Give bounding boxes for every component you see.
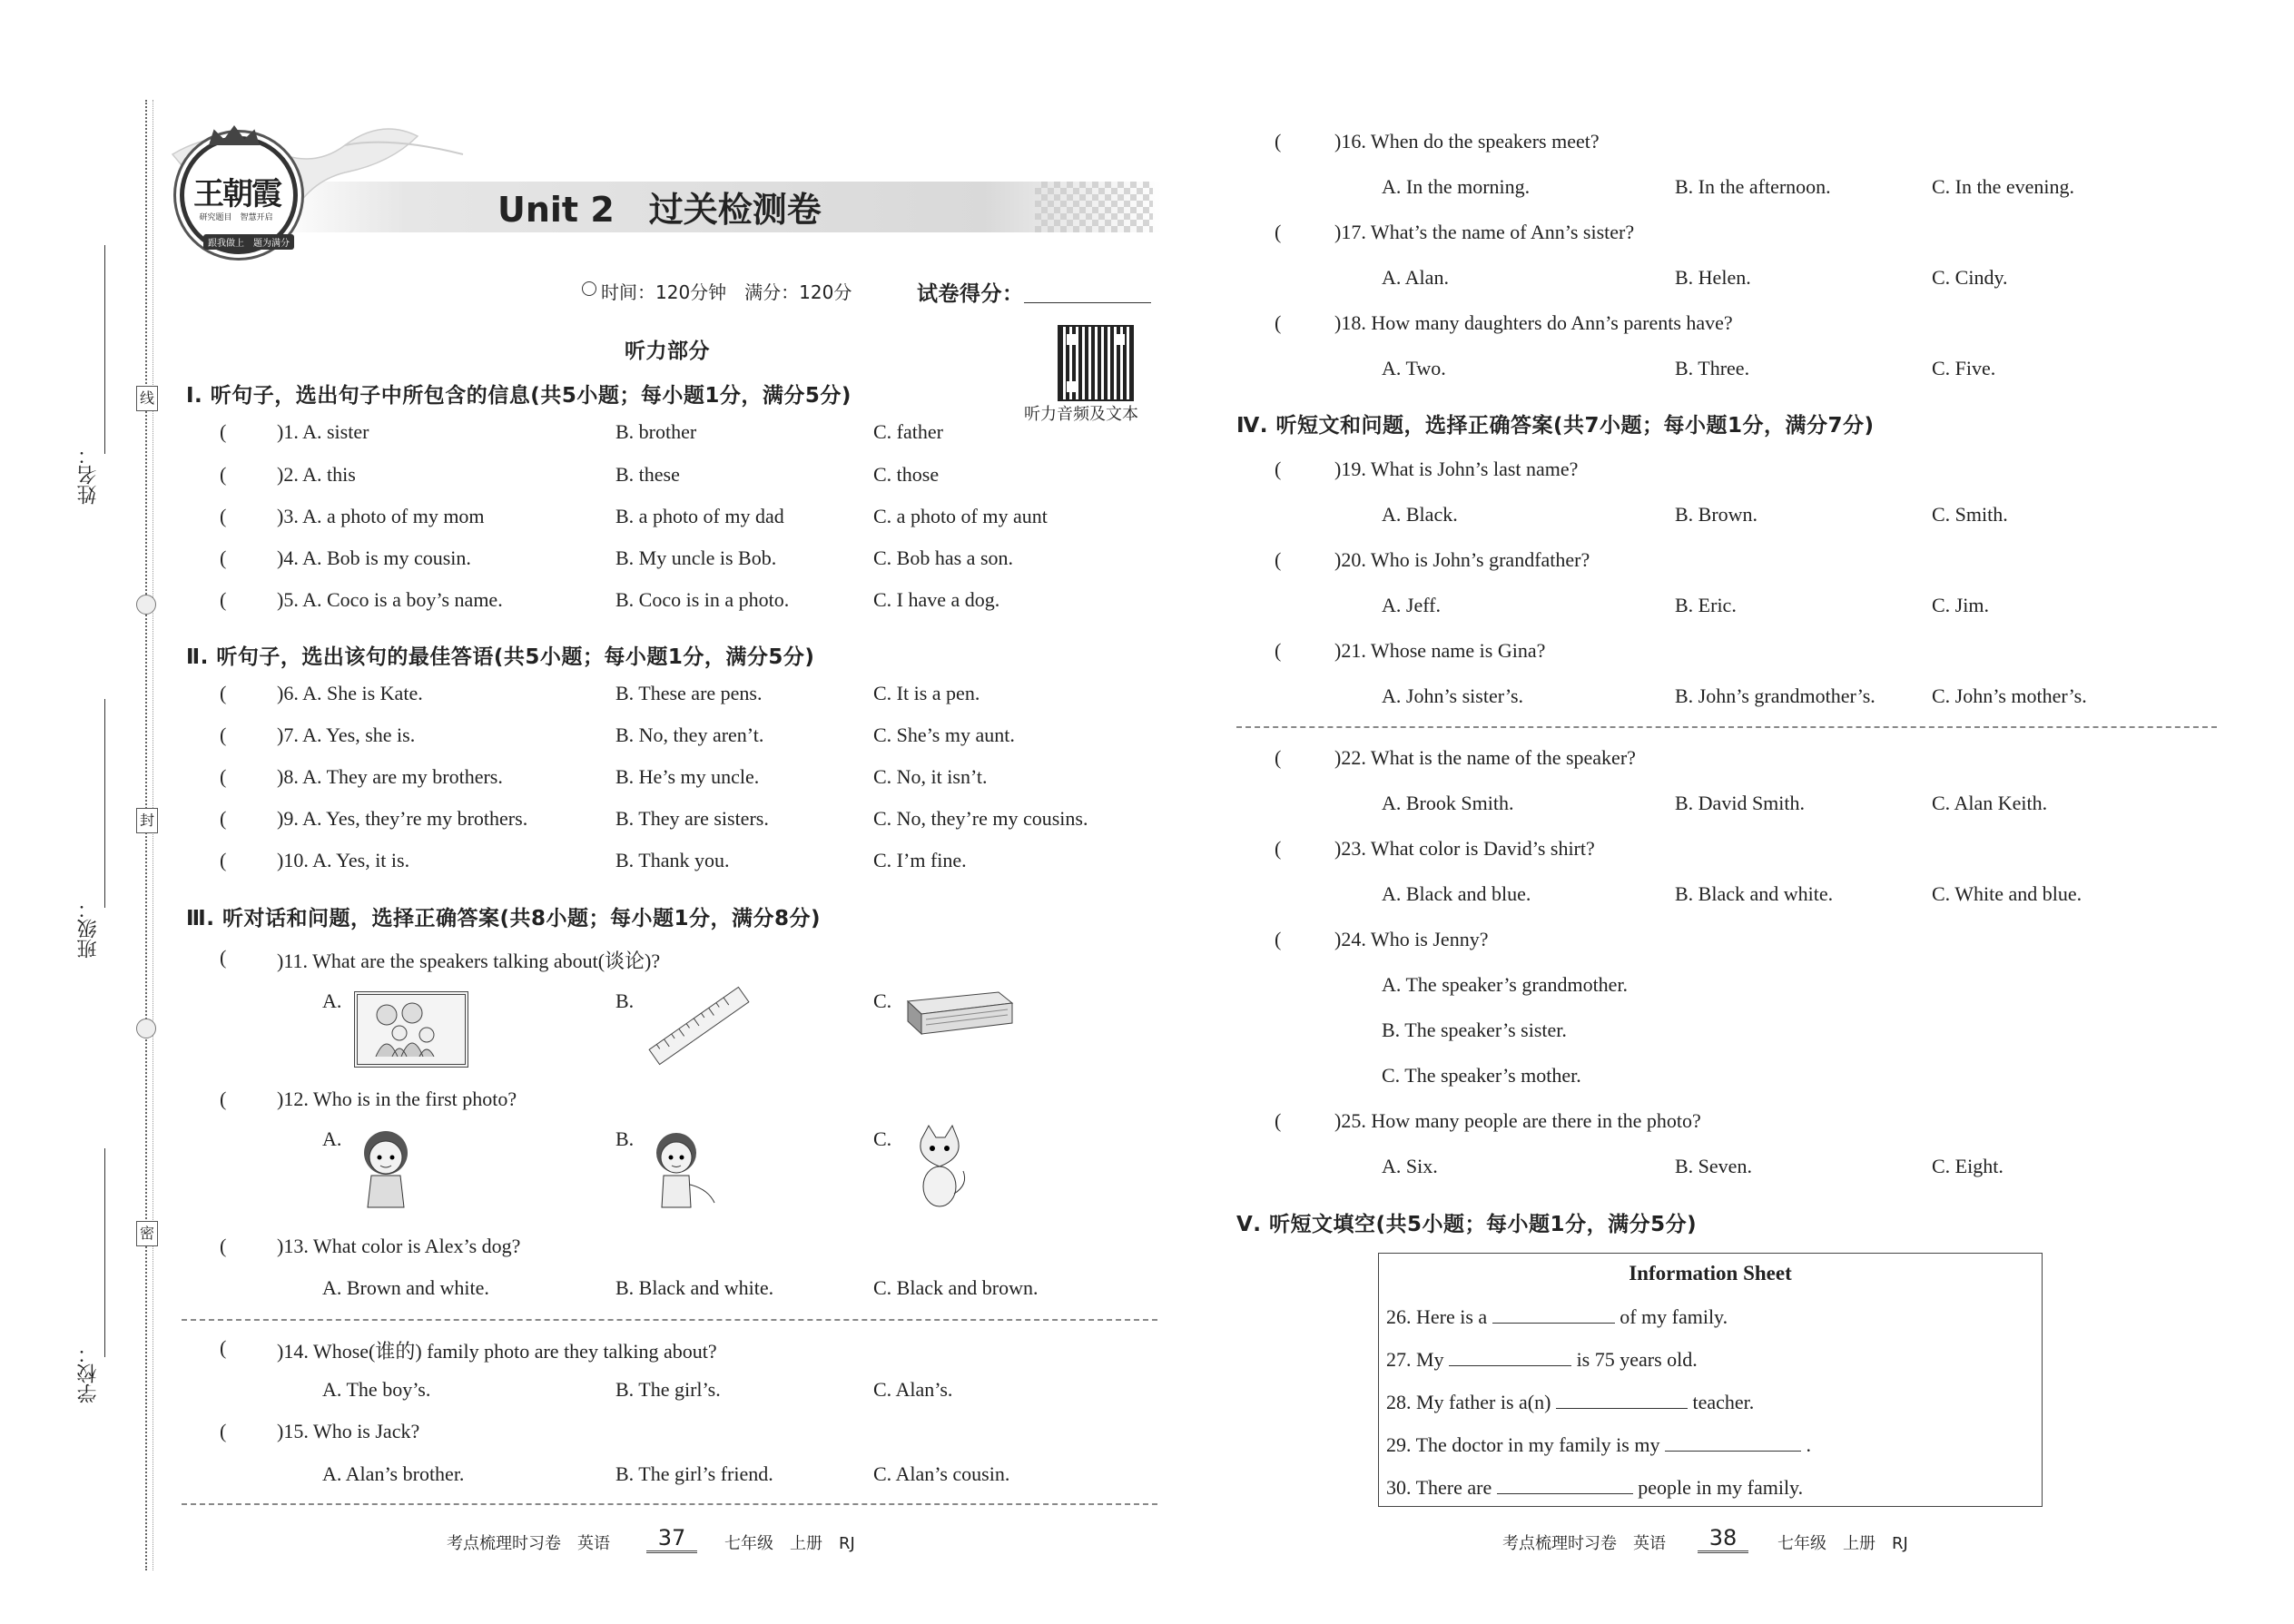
- answer-paren: (: [1275, 837, 1282, 860]
- fill-30-text-b: people in my family.: [1638, 1476, 1804, 1499]
- logo-subtitle: 研究题目 智慧开启: [199, 213, 273, 222]
- binding-dot-icon: [136, 595, 156, 615]
- question-23-stem: )23. What color is David’s shirt?: [1334, 837, 1595, 860]
- question-19-option-b: B. Brown.: [1675, 503, 1758, 526]
- section-5-heading: Ⅴ. 听短文填空(共5小题；每小题1分，满分5分): [1236, 1213, 1698, 1236]
- fill-29-text-b: .: [1806, 1433, 1811, 1456]
- fill-30-text-a: 30. There are: [1386, 1476, 1492, 1499]
- answer-slot-22[interactable]: [1284, 746, 1334, 768]
- question-9-option-c: C. No, they’re my cousins.: [873, 807, 1088, 830]
- q24-option-a: A. The speaker’s grandmother.: [1382, 973, 1629, 996]
- question-11-stem: )11. What are the speakers talking about(谈论)?: [277, 950, 661, 972]
- information-sheet-title: Information Sheet: [1629, 1262, 1792, 1284]
- q25-option-c: C. Eight.: [1932, 1155, 2004, 1177]
- answer-paren: (: [220, 1336, 227, 1359]
- listening-heading: 听力部分: [625, 340, 710, 363]
- page-number-right: 38: [1698, 1525, 1748, 1553]
- q13-option-c: C. Black and brown.: [873, 1276, 1039, 1299]
- question-17-option-c: C. Cindy.: [1932, 266, 2008, 289]
- divider: [182, 1319, 1157, 1321]
- score-label: 试卷得分：: [917, 282, 1024, 306]
- answer-slot-21[interactable]: [1284, 639, 1334, 661]
- answer-paren: (: [1275, 1109, 1282, 1132]
- answer-slot-3[interactable]: [229, 505, 276, 527]
- answer-paren: (: [1275, 221, 1282, 243]
- seal-mark-secret: 密: [136, 1221, 158, 1246]
- question-12-stem: )12. Who is in the first photo?: [277, 1088, 517, 1110]
- question-20-stem: )20. Who is John’s grandfather?: [1334, 548, 1590, 571]
- question-15-stem: )15. Who is Jack?: [277, 1420, 420, 1442]
- answer-slot-8[interactable]: [229, 765, 276, 787]
- question-19-option-c: C. Smith.: [1932, 503, 2008, 526]
- clock-icon: [582, 281, 596, 296]
- fill-30: [1386, 1475, 1803, 1500]
- question-23-option-c: C. White and blue.: [1932, 882, 2082, 905]
- question-8-option-a: )8. A. They are my brothers.: [277, 765, 503, 788]
- question-4-option-a: )4. A. Bob is my cousin.: [277, 546, 471, 569]
- answer-slot-9[interactable]: [229, 807, 276, 829]
- q13-option-b: B. Black and white.: [615, 1276, 774, 1299]
- q15-option-c: C. Alan’s cousin.: [873, 1462, 1010, 1485]
- fill-26-text-a: 26. Here is a: [1386, 1305, 1488, 1328]
- blank-29[interactable]: [1665, 1432, 1801, 1452]
- question-19-option-a: A. Black.: [1382, 503, 1458, 526]
- time-score-info: 时间：120分钟 满分：120分: [601, 281, 852, 303]
- family-photo-icon: [358, 995, 458, 1057]
- answer-slot-19[interactable]: [1284, 458, 1334, 479]
- question-10-option-b: B. Thank you.: [615, 849, 730, 871]
- question-6-option-a: )6. A. She is Kate.: [277, 682, 423, 704]
- answer-slot-10[interactable]: [229, 849, 276, 871]
- fill-29-text-a: 29. The doctor in my family is my: [1386, 1433, 1660, 1456]
- name-blank[interactable]: [104, 245, 105, 454]
- question-4-option-c: C. Bob has a son.: [873, 546, 1013, 569]
- q24-option-b: B. The speaker’s sister.: [1382, 1019, 1567, 1041]
- answer-slot-18[interactable]: [1284, 311, 1334, 333]
- q14-option-b: B. The girl’s.: [615, 1378, 721, 1401]
- class-blank[interactable]: [104, 699, 105, 908]
- q15-option-a: A. Alan’s brother.: [322, 1462, 465, 1485]
- answer-slot-24[interactable]: [1284, 928, 1334, 950]
- answer-slot-13[interactable]: [229, 1235, 276, 1256]
- question-6-option-b: B. These are pens.: [615, 682, 763, 704]
- qr-code[interactable]: [1058, 325, 1134, 401]
- question-7-option-b: B. No, they aren’t.: [615, 723, 764, 746]
- answer-slot-4[interactable]: [229, 546, 276, 568]
- score-input[interactable]: [1024, 302, 1151, 303]
- q15-option-b: B. The girl’s friend.: [615, 1462, 773, 1485]
- q12-option-a-label: A.: [322, 1127, 342, 1150]
- question-21-option-c: C. John’s mother’s.: [1932, 684, 2087, 707]
- question-25-stem: )25. How many people are there in the photo?: [1334, 1109, 1701, 1132]
- section-1-heading: Ⅰ. 听句子，选出句子中所包含的信息(共5小题；每小题1分，满分5分): [186, 384, 852, 408]
- question-18-option-c: C. Five.: [1932, 357, 1996, 379]
- book-icon[interactable]: [899, 985, 1017, 1039]
- blank-27[interactable]: [1449, 1347, 1571, 1366]
- question-23-option-a: A. Black and blue.: [1382, 882, 1531, 905]
- answer-paren: (: [220, 546, 227, 569]
- question-7-option-a: )7. A. Yes, she is.: [277, 723, 416, 746]
- fill-28-text-a: 28. My father is a(n): [1386, 1391, 1551, 1413]
- answer-slot-15[interactable]: [229, 1420, 276, 1442]
- q13-option-a: A. Brown and white.: [322, 1276, 489, 1299]
- answer-slot-25[interactable]: [1284, 1109, 1334, 1131]
- answer-paren: (: [1275, 548, 1282, 571]
- fill-27: [1386, 1347, 1698, 1372]
- answer-paren: (: [220, 946, 227, 969]
- answer-slot-1[interactable]: [229, 420, 276, 442]
- page-number-left: 37: [646, 1525, 697, 1553]
- school-blank[interactable]: [104, 1148, 105, 1357]
- fill-28: [1386, 1390, 1754, 1414]
- question-10-option-a: )10. A. Yes, it is.: [277, 849, 410, 871]
- page-title: Unit 2 过关检测卷: [497, 190, 822, 230]
- fill-27-text-b: is 75 years old.: [1576, 1348, 1698, 1371]
- question-1-option-a: )1. A. sister: [277, 420, 369, 443]
- question-22-option-b: B. David Smith.: [1675, 792, 1806, 814]
- answer-slot-23[interactable]: [1284, 837, 1334, 859]
- answer-slot-14[interactable]: [229, 1336, 276, 1358]
- section-3-heading: Ⅲ. 听对话和问题，选择正确答案(共8小题；每小题1分，满分8分): [186, 907, 822, 930]
- family-photo-image[interactable]: [354, 991, 468, 1068]
- question-9-option-b: B. They are sisters.: [615, 807, 769, 830]
- question-21-option-a: A. John’s sister’s.: [1382, 684, 1524, 707]
- cat-icon[interactable]: [903, 1121, 976, 1212]
- q14-option-c: C. Alan’s.: [873, 1378, 953, 1401]
- answer-paren: (: [220, 682, 227, 704]
- question-10-option-c: C. I’m fine.: [873, 849, 967, 871]
- binding-dot-icon: [136, 1019, 156, 1038]
- question-22-option-c: C. Alan Keith.: [1932, 792, 2048, 814]
- question-9-option-a: )9. A. Yes, they’re my brothers.: [277, 807, 528, 830]
- question-2-option-b: B. these: [615, 463, 680, 486]
- answer-paren: (: [1275, 311, 1282, 334]
- question-20-option-a: A. Jeff.: [1382, 594, 1441, 616]
- question-14-stem: )14. Whose(谁的) family photo are they talking about?: [277, 1340, 717, 1363]
- q14-option-a: A. The boy’s.: [322, 1378, 431, 1401]
- q24-option-c: C. The speaker’s mother.: [1382, 1064, 1581, 1087]
- question-8-option-c: C. No, it isn’t.: [873, 765, 988, 788]
- answer-paren: (: [220, 849, 227, 871]
- answer-slot-17[interactable]: [1284, 221, 1334, 242]
- question-5-option-c: C. I have a dog.: [873, 588, 1000, 611]
- question-17-stem: )17. What’s the name of Ann’s sister?: [1334, 221, 1635, 243]
- question-1-option-c: C. father: [873, 420, 943, 443]
- fill-27-text-a: 27. My: [1386, 1348, 1444, 1371]
- question-6-option-c: C. It is a pen.: [873, 682, 980, 704]
- question-2-option-c: C. those: [873, 463, 940, 486]
- question-5-option-a: )5. A. Coco is a boy’s name.: [277, 588, 503, 611]
- answer-paren: (: [1275, 928, 1282, 950]
- section-2-heading: Ⅱ. 听句子，选出该句的最佳答语(共5小题；每小题1分，满分5分): [186, 645, 815, 669]
- footer-grade: 七年级 上册 RJ: [724, 1534, 855, 1553]
- question-16-stem: )16. When do the speakers meet?: [1334, 130, 1600, 153]
- question-18-option-b: B. Three.: [1675, 357, 1750, 379]
- school-label: 学校：: [77, 1343, 100, 1403]
- question-17-option-a: A. Alan.: [1382, 266, 1449, 289]
- answer-slot-12[interactable]: [229, 1088, 276, 1109]
- footer-grade: 七年级 上册 RJ: [1777, 1534, 1908, 1553]
- question-2-option-a: )2. A. this: [277, 463, 356, 486]
- answer-paren: (: [220, 463, 227, 486]
- question-3-option-c: C. a photo of my aunt: [873, 505, 1048, 527]
- question-3-option-a: )3. A. a photo of my mom: [277, 505, 485, 527]
- answer-slot-20[interactable]: [1284, 548, 1334, 570]
- fill-26: [1386, 1304, 1728, 1329]
- blank-26[interactable]: [1492, 1304, 1615, 1324]
- divider: [182, 1503, 1157, 1505]
- blank-30[interactable]: [1497, 1475, 1633, 1494]
- question-5-option-b: B. Coco is in a photo.: [615, 588, 790, 611]
- ruler-icon[interactable]: [640, 985, 758, 1067]
- answer-paren: (: [220, 588, 227, 611]
- question-7-option-c: C. She’s my aunt.: [873, 723, 1015, 746]
- answer-paren: (: [220, 765, 227, 788]
- answer-paren: (: [220, 1088, 227, 1110]
- question-16-option-c: C. In the evening.: [1932, 175, 2075, 198]
- answer-paren: (: [220, 505, 227, 527]
- girl-icon[interactable]: [350, 1121, 422, 1212]
- answer-slot-6[interactable]: [229, 682, 276, 704]
- question-16-option-a: A. In the morning.: [1382, 175, 1531, 198]
- fill-28-text-b: teacher.: [1692, 1391, 1755, 1413]
- answer-slot-7[interactable]: [229, 723, 276, 745]
- footer-book-title: 考点梳理时习卷 英语: [447, 1534, 610, 1553]
- seal-mark-seal: 封: [136, 808, 158, 833]
- answer-slot-16[interactable]: [1284, 130, 1334, 152]
- seal-mark-line: 线: [136, 386, 158, 411]
- question-22-stem: )22. What is the name of the speaker?: [1334, 746, 1636, 769]
- divider: [1236, 726, 2217, 728]
- question-16-option-b: B. In the afternoon.: [1675, 175, 1831, 198]
- answer-paren: (: [220, 723, 227, 746]
- question-19-stem: )19. What is John’s last name?: [1334, 458, 1579, 480]
- question-20-option-c: C. Jim.: [1932, 594, 1989, 616]
- answer-paren: (: [1275, 746, 1282, 769]
- question-4-option-b: B. My uncle is Bob.: [615, 546, 777, 569]
- question-18-stem: )18. How many daughters do Ann’s parents have?: [1334, 311, 1733, 334]
- logo-text: 王朝霞: [193, 176, 281, 212]
- answer-paren: (: [1275, 458, 1282, 480]
- logo-ribbon-text: 跟我做上 题为满分: [203, 234, 294, 250]
- answer-slot-2[interactable]: [229, 463, 276, 485]
- question-21-stem: )21. Whose name is Gina?: [1334, 639, 1546, 662]
- blank-28[interactable]: [1556, 1390, 1688, 1409]
- answer-paren: (: [1275, 130, 1282, 153]
- q25-option-a: A. Six.: [1382, 1155, 1438, 1177]
- fill-26-text-b: of my family.: [1620, 1305, 1728, 1328]
- q11-option-a-label: A.: [322, 989, 342, 1012]
- checker-pattern: [1035, 182, 1153, 232]
- question-24-stem: )24. Who is Jenny?: [1334, 928, 1489, 950]
- answer-paren: (: [220, 1420, 227, 1442]
- q25-option-b: B. Seven.: [1675, 1155, 1752, 1177]
- class-label: 班级：: [77, 899, 100, 959]
- question-1-option-b: B. brother: [615, 420, 697, 443]
- answer-paren: (: [220, 807, 227, 830]
- information-sheet: [1378, 1253, 2043, 1507]
- binding-line: [145, 100, 147, 1570]
- question-23-option-b: B. Black and white.: [1675, 882, 1834, 905]
- answer-paren: (: [1275, 639, 1282, 662]
- q11-option-c-label: C.: [873, 989, 892, 1012]
- fill-29: [1386, 1432, 1811, 1457]
- section-4-heading: Ⅳ. 听短文和问题，选择正确答案(共7小题；每小题1分，满分7分): [1236, 414, 1875, 438]
- qr-caption: 听力音频及文本: [1024, 405, 1138, 424]
- question-13-stem: )13. What color is Alex’s dog?: [277, 1235, 521, 1257]
- name-label: 姓名：: [77, 445, 100, 505]
- question-3-option-b: B. a photo of my dad: [615, 505, 784, 527]
- question-22-option-a: A. Brook Smith.: [1382, 792, 1514, 814]
- boy-icon[interactable]: [640, 1121, 722, 1212]
- answer-slot-11[interactable]: [229, 946, 276, 968]
- q12-option-b-label: B.: [615, 1127, 635, 1150]
- question-8-option-b: B. He’s my uncle.: [615, 765, 760, 788]
- q11-option-b-label: B.: [615, 989, 635, 1012]
- question-17-option-b: B. Helen.: [1675, 266, 1751, 289]
- question-18-option-a: A. Two.: [1382, 357, 1446, 379]
- answer-paren: (: [220, 1235, 227, 1257]
- footer-book-title: 考点梳理时习卷 英语: [1502, 1534, 1666, 1553]
- answer-paren: (: [220, 420, 227, 443]
- question-20-option-b: B. Eric.: [1675, 594, 1737, 616]
- question-21-option-b: B. John’s grandmother’s.: [1675, 684, 1876, 707]
- q12-option-c-label: C.: [873, 1127, 892, 1150]
- answer-slot-5[interactable]: [229, 588, 276, 610]
